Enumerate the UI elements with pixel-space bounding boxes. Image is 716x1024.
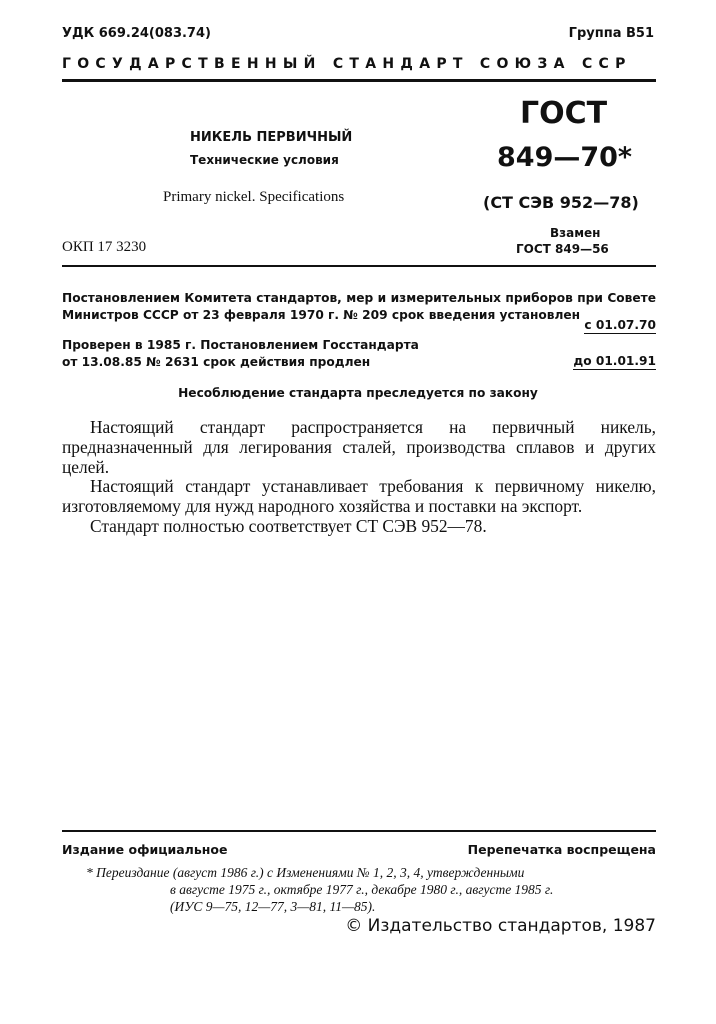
footnote bbox=[62, 864, 656, 915]
body-paragraph-3: Стандарт полностью соответствует СТ СЭВ 952—78. bbox=[90, 515, 487, 536]
okp-code: ОКП 17 3230 bbox=[62, 239, 147, 255]
body-text bbox=[62, 418, 656, 537]
udk-code: УДК 669.24(083.74) bbox=[62, 26, 211, 41]
checked-line-1: Проверен в 1985 г. Постановлением Госстандарта bbox=[62, 338, 419, 352]
group-code: Группа В51 bbox=[568, 26, 654, 41]
document-title: НИКЕЛЬ ПЕРВИЧНЫЙ bbox=[190, 130, 353, 145]
top-rule bbox=[62, 79, 656, 82]
english-title: Primary nickel. Specifications bbox=[163, 189, 345, 205]
middle-rule bbox=[62, 265, 656, 267]
bottom-rule bbox=[62, 830, 656, 832]
replaces-gost: ГОСТ 849—56 bbox=[516, 242, 609, 256]
decree-text: Постановлением Комитета стандартов, мер и измерительных приборов при Совете Министров СССР от 23 февраля 1970 г. № 209 срок введения установлен bbox=[62, 291, 656, 322]
footnote-line-1: * Переиздание (август 1986 г.) с Изменениями № 1, 2, 3, 4, утвержденными bbox=[86, 865, 525, 880]
st-sev-number: (СТ СЭВ 952—78) bbox=[483, 193, 639, 212]
state-standard-banner: ГОСУДАРСТВЕННЫЙ СТАНДАРТ СОЮЗА ССР bbox=[62, 56, 632, 72]
footnote-line-3: (ИУС 9—75, 12—77, 3—81, 11—85). bbox=[170, 899, 376, 914]
body-paragraph-2: Настоящий стандарт устанавливает требования к первичному никелю, изготовляемому для нужд народного хозяйства и поставки на экспорт. bbox=[62, 476, 656, 517]
body-paragraph-1: Настоящий стандарт распространяется на первичный никель, предназначенный для легирования сталей, производства сплавов и других целей. bbox=[62, 417, 656, 477]
gost-number: 849—70* bbox=[497, 142, 633, 173]
official-edition: Издание официальное bbox=[62, 842, 228, 857]
footnote-line-2: в августе 1975 г., октябре 1977 г., декабре 1980 г., августе 1985 г. bbox=[170, 882, 554, 897]
gost-label: ГОСТ bbox=[520, 96, 608, 131]
checked-date: до 01.01.91 bbox=[573, 354, 656, 368]
replaces-label: Взамен bbox=[550, 226, 601, 240]
decree-date: с 01.07.70 bbox=[584, 318, 656, 332]
checked-text bbox=[62, 337, 419, 371]
copyright: © Издательство стандартов, 1987 bbox=[345, 916, 656, 936]
checked-line-2: от 13.08.85 № 2631 срок действия продлен bbox=[62, 355, 371, 369]
document-subtitle: Технические условия bbox=[190, 153, 339, 167]
law-notice: Несоблюдение стандарта преследуется по закону bbox=[178, 386, 538, 400]
reprint-notice: Перепечатка воспрещена bbox=[467, 842, 656, 857]
